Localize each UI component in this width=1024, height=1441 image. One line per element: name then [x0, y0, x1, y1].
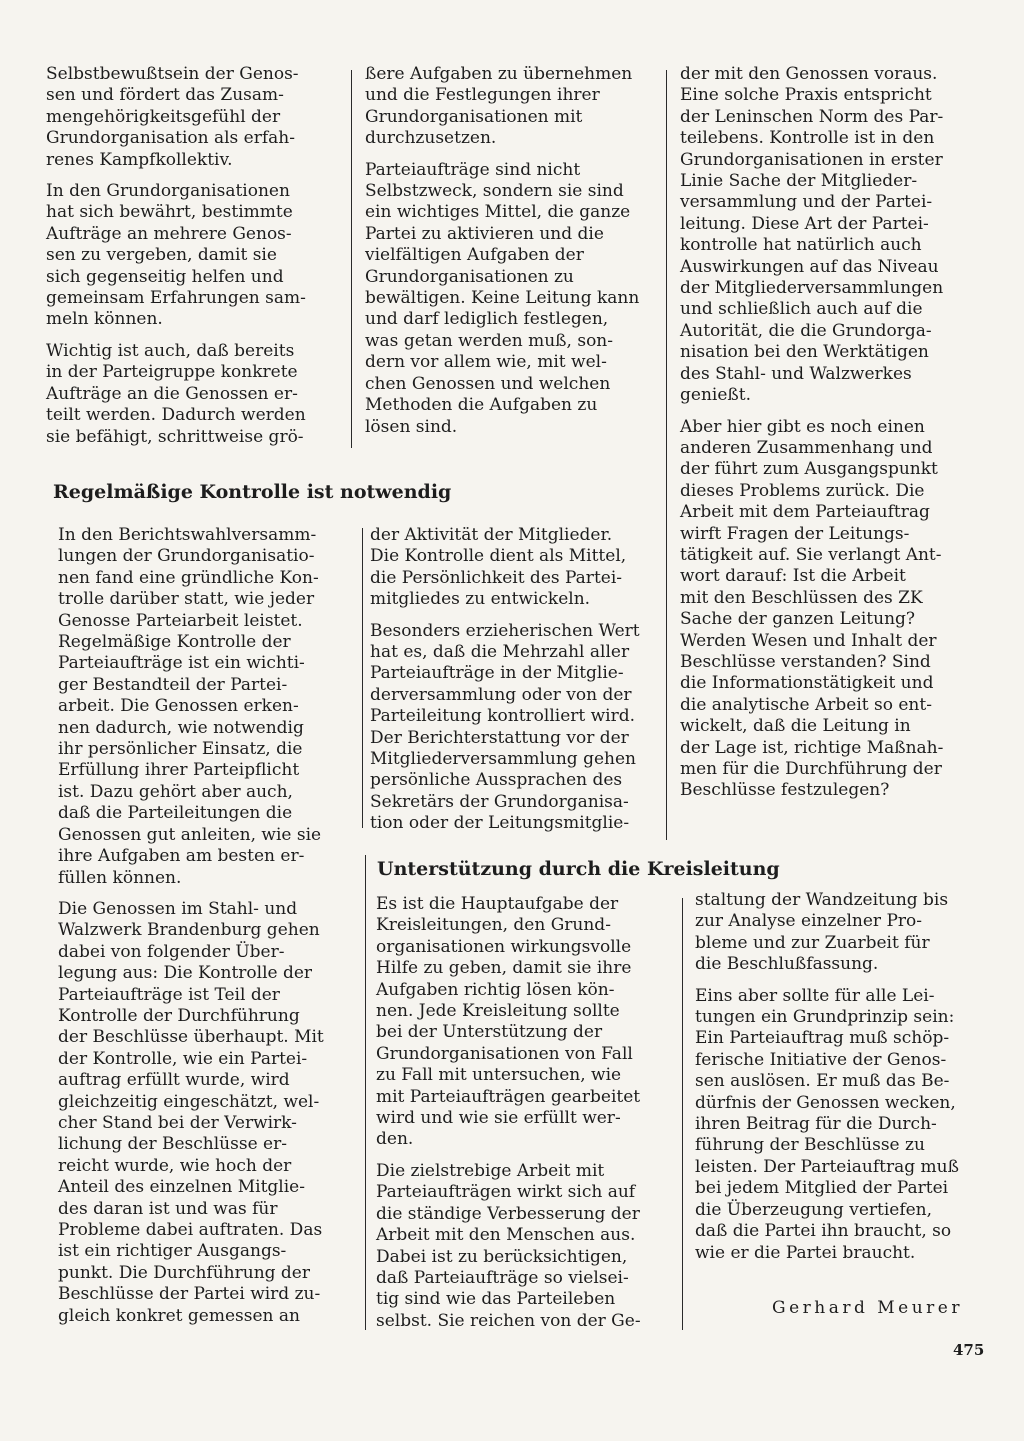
- top-column-2: [365, 64, 652, 438]
- paragraph: Die zielstrebige Arbeit mit Parteiaufträgen wirkt sich auf die ständige Verbesserung der Arbeit mit den Menschen aus. Dabei ist zu berücksichtigen, daß Parteiaufträge so vielsei- tig sind wie das Parteileben selbst. Sie reichen von der Ge-: [376, 1160, 641, 1331]
- paragraph: Wichtig ist auch, daß bereits in der Parteigruppe konkrete Aufträge an die Genossen er- teilt werden. Dadurch werden sie befähigt, schrittweise grö-: [46, 340, 306, 447]
- column-divider: [666, 70, 667, 840]
- paragraph: Parteiaufträge sind nicht Selbstzweck, sondern sie sind ein wichtiges Mittel, die ganze Partei zu aktivieren und die vielfältigen Aufgaben der Grundorganisationen zu bewältigen. Keine Leitung kann und darf lediglich festlegen, was getan werden muß, son- dern vor allem wie, mit wel- chen Genossen und welchen Methoden die Aufgaben zu lösen sind.: [365, 159, 640, 437]
- mid-column-2: [370, 525, 660, 835]
- paragraph: In den Berichtswahlversamm- lungen der Grundorganisatio- nen fand eine gründliche Kon- trolle darüber statt, wie jeder Genosse Parteiarbeit leistet. Regelmäßige Kontrolle der Parteiaufträge ist ein wichti- ger Bestandteil der Partei- arbeit. Die Genossen erken- nen dadurch, wie notwendig ihr persönlicher Einsatz, die Erfüllung ihrer Parteipflicht ist. Dazu gehört aber auch, daß die Parteileitungen die Genossen gut anleiten, wie sie ihre Aufgaben am besten er- füllen können.: [58, 525, 322, 888]
- bottom-column-2: [376, 894, 665, 1332]
- section-heading: Unterstützung durch die Kreisleitung: [377, 858, 780, 880]
- mid-column-1: [58, 525, 351, 1327]
- right-column: [680, 64, 968, 802]
- section-heading: Regelmäßige Kontrolle ist notwendig: [53, 481, 452, 503]
- column-divider: [351, 70, 352, 448]
- paragraph: Selbstbewußtsein der Genos- sen und fördert das Zusam- mengehörigkeitsgefühl der Grundorganisation als erfah- renes Kampfkollektiv.: [46, 64, 299, 170]
- paragraph: der mit den Genossen voraus. Eine solche Praxis entspricht der Leninschen Norm des Par- teilebens. Kontrolle ist in den Grundorganisationen in erster Linie Sache der Mitglieder- versammlung und der Partei- leitung. Diese Art der Partei- kontrolle hat natürlich auch Auswirkungen auf das Niveau der Mitgliederversammlungen und schließlich auch auf die Autorität, die die Grundorga- nisation bei den Werktätigen des Stahl- und Walzwerkes genießt.: [680, 64, 944, 406]
- paragraph: Besonders erzieherischen Wert hat es, daß die Mehrzahl aller Parteiaufträge in der Mitglie- derversammlung oder von der Parteileitung kontrolliert wird. Der Berichterstattung vor der Mitgliederversammlung gehen persönliche Aussprachen des Sekretärs der Grundorganisa- tion oder der Leitungsmitglie-: [370, 620, 640, 834]
- paragraph: der Aktivität der Mitglieder. Die Kontrolle dient als Mittel, die Persönlichkeit des Partei- mitgliedes zu entwickeln.: [370, 525, 627, 610]
- author-name: Gerhard Meurer: [772, 1298, 963, 1318]
- paragraph: ßere Aufgaben zu übernehmen und die Festlegungen ihrer Grundorganisationen mit durchzusetzen.: [365, 64, 633, 149]
- paragraph: Die Genossen im Stahl- und Walzwerk Brandenburg gehen dabei von folgender Über- legung aus: Die Kontrolle der Parteiaufträge ist Teil der Kontrolle der Durchführung der Beschlüsse überhaupt. Mit der Kontrolle, wie ein Partei- auftrag erfüllt wurde, wird gleichzeitig eingeschätzt, wel- cher Stand bei der Verwirk- lichung der Beschlüsse er- reicht wurde, wie hoch der Anteil des einzelnen Mitglie- des daran ist und was für Probleme dabei auftraten. Das ist ein richtiger Ausgangs- punkt. Die Durchführung der Beschlüsse der Partei wird zu- gleich konkret gemessen an: [58, 898, 324, 1326]
- top-column-1: [46, 64, 338, 448]
- bottom-column-3: [695, 890, 981, 1264]
- column-divider: [682, 898, 683, 1330]
- paragraph: staltung der Wandzeitung bis zur Analyse einzelner Pro- bleme und zur Zuarbeit für die Beschlußfassung.: [695, 890, 949, 975]
- page-number: 475: [953, 1341, 985, 1359]
- paragraph: Es ist die Hauptaufgabe der Kreisleitungen, den Grund- organisationen wirkungsvolle Hilfe zu geben, damit sie ihre Aufgaben richtig lösen kön- nen. Jede Kreisleitung sollte bei der Unterstützung der Grundorganisationen von Fall zu Fall mit untersuchen, wie mit Parteiaufträgen gearbeitet wird und wie sie erfüllt wer- den.: [376, 894, 641, 1150]
- column-divider: [362, 528, 363, 828]
- column-divider: [365, 855, 366, 1330]
- paragraph: In den Grundorganisationen hat sich bewährt, bestimmte Aufträge an mehrere Genos- sen zu vergeben, damit sie sich gegenseitig helfen und gemeinsam Erfahrungen sam- meln können.: [46, 181, 306, 330]
- paragraph: Aber hier gibt es noch einen anderen Zusammenhang und der führt zum Ausgangspunkt dieses Problems zurück. Die Arbeit mit dem Parteiauftrag wirft Fragen der Leitungs- tätigkeit auf. Sie verlangt Ant- wort darauf: Ist die Arbeit mit den Beschlüssen des ZK Sache der ganzen Leitung? Werden Wesen und Inhalt der Beschlüsse verstanden? Sind die Informationstätigkeit und die analytische Arbeit so ent- wickelt, daß die Leitung in der Lage ist, richtige Maßnah- men für die Durchführung der Beschlüsse festzulegen?: [680, 416, 944, 801]
- paragraph: Eins aber sollte für alle Lei- tungen ein Grundprinzip sein: Ein Parteiauftrag muß schöp- ferische Initiative der Genos- sen auslösen. Er muß das Be- dürfnis der Genossen wecken, ihren Beitrag für die Durch- führung der Beschlüsse zu leisten. Der Parteiauftrag muß bei jedem Mitglied der Partei die Überzeugung vertiefen, daß die Partei ihn braucht, so wie er die Partei braucht.: [695, 985, 959, 1263]
